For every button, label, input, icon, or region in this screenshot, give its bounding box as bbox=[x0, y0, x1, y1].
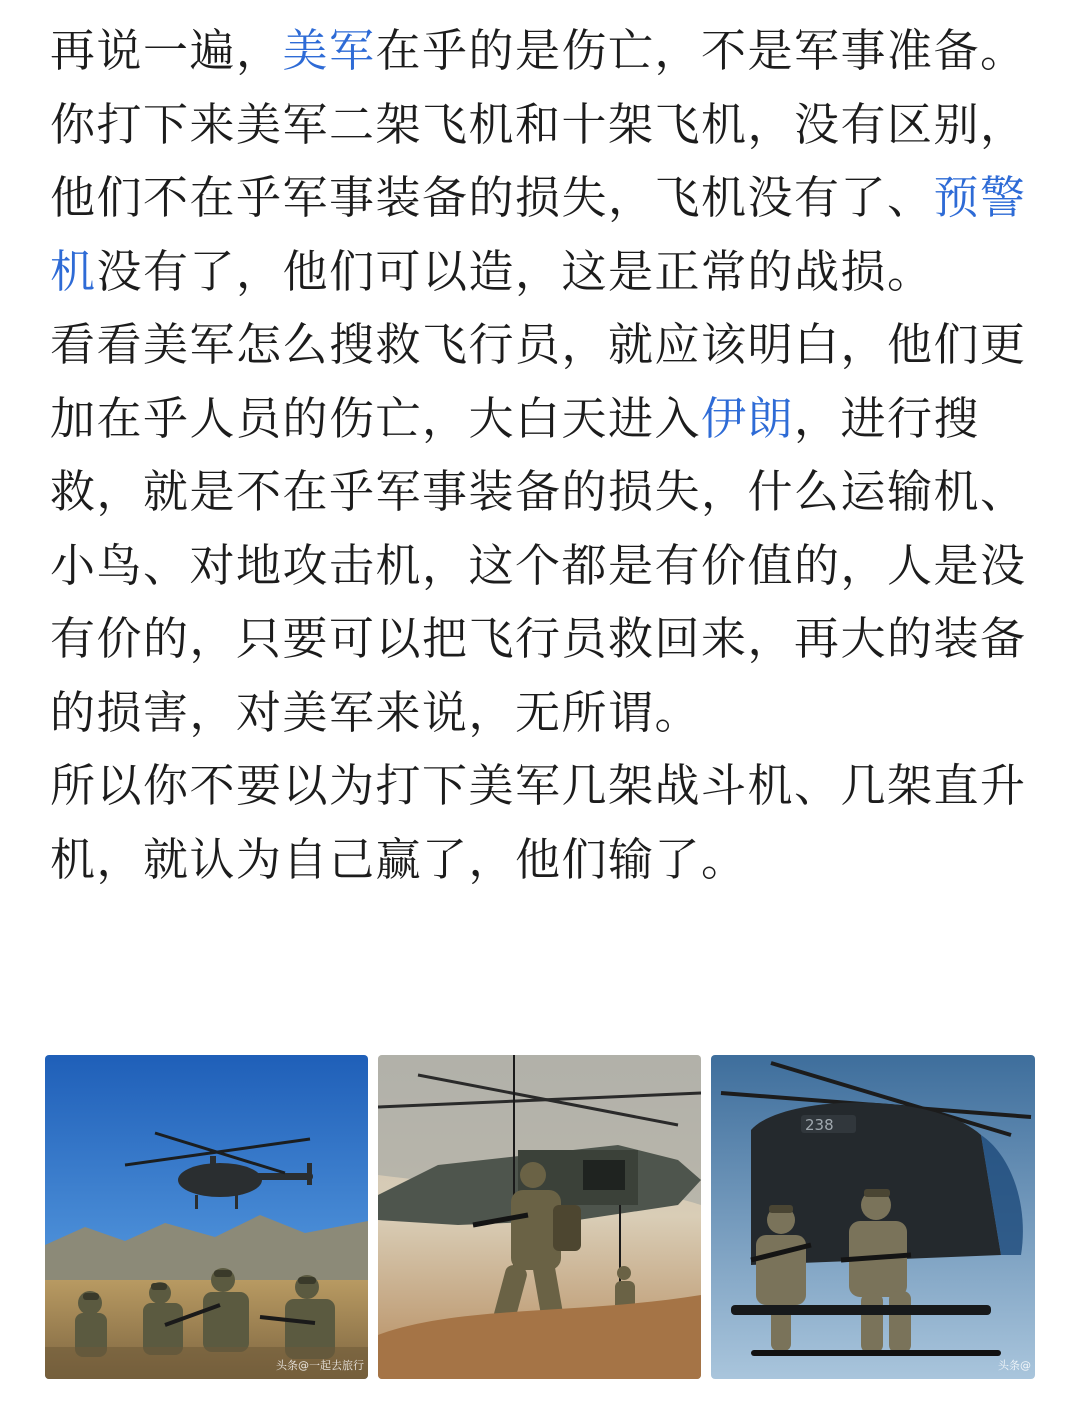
paragraph bbox=[50, 749, 1030, 896]
paragraph bbox=[50, 14, 1030, 88]
watermark: 头条@一起去旅行 bbox=[276, 1359, 364, 1372]
topic-link-us-military[interactable]: 美军 bbox=[282, 24, 376, 77]
photo-little-bird-helicopter[interactable] bbox=[711, 1055, 1035, 1379]
fastrope-soldiers-image bbox=[378, 1055, 701, 1379]
watermark: 头条@ bbox=[998, 1359, 1031, 1372]
little-bird-helicopter-image bbox=[711, 1055, 1035, 1379]
topic-link-aew-aircraft[interactable]: 预警机 bbox=[50, 171, 1027, 298]
photo-soldiers-helicopter[interactable] bbox=[45, 1055, 368, 1379]
image-grid bbox=[45, 1055, 1035, 1379]
text-span: 你打下来美军二架飞机和十架飞机，没有区别，他们不在乎军事装备的损失，飞机没有了、 bbox=[50, 97, 1027, 224]
text-span: 所以你不要以为打下美军几架战斗机、几架直升机，就认为自己赢了，他们输了。 bbox=[50, 759, 1027, 886]
topic-link-iran[interactable]: 伊朗 bbox=[701, 391, 795, 445]
post-body bbox=[50, 14, 1030, 896]
text-span: 没有了，他们可以造，这是正常的战损。 bbox=[96, 244, 934, 298]
text-span: 再说一遍， bbox=[50, 24, 283, 77]
soldiers-helicopter-image bbox=[45, 1055, 368, 1379]
paragraph bbox=[50, 308, 1030, 749]
tail-number: 238 bbox=[805, 1116, 834, 1134]
text-span: 在乎的是伤亡，不是军事准备。 bbox=[375, 24, 1027, 77]
paragraph bbox=[50, 88, 1030, 309]
text-span: ，进行搜救，就是不在乎军事装备的损失，什么运输机、小鸟、对地攻击机，这个都是有价值的，人是没有价的，只要可以把飞行员救回来，再大的装备的损害，对美军来说，无所谓。 bbox=[50, 391, 1027, 739]
photo-fastrope-soldiers[interactable] bbox=[378, 1055, 701, 1379]
text-span: 看看美军怎么搜救飞行员，就应该明白，他们更加在乎人员的伤亡，大白天进入 bbox=[50, 318, 1027, 445]
